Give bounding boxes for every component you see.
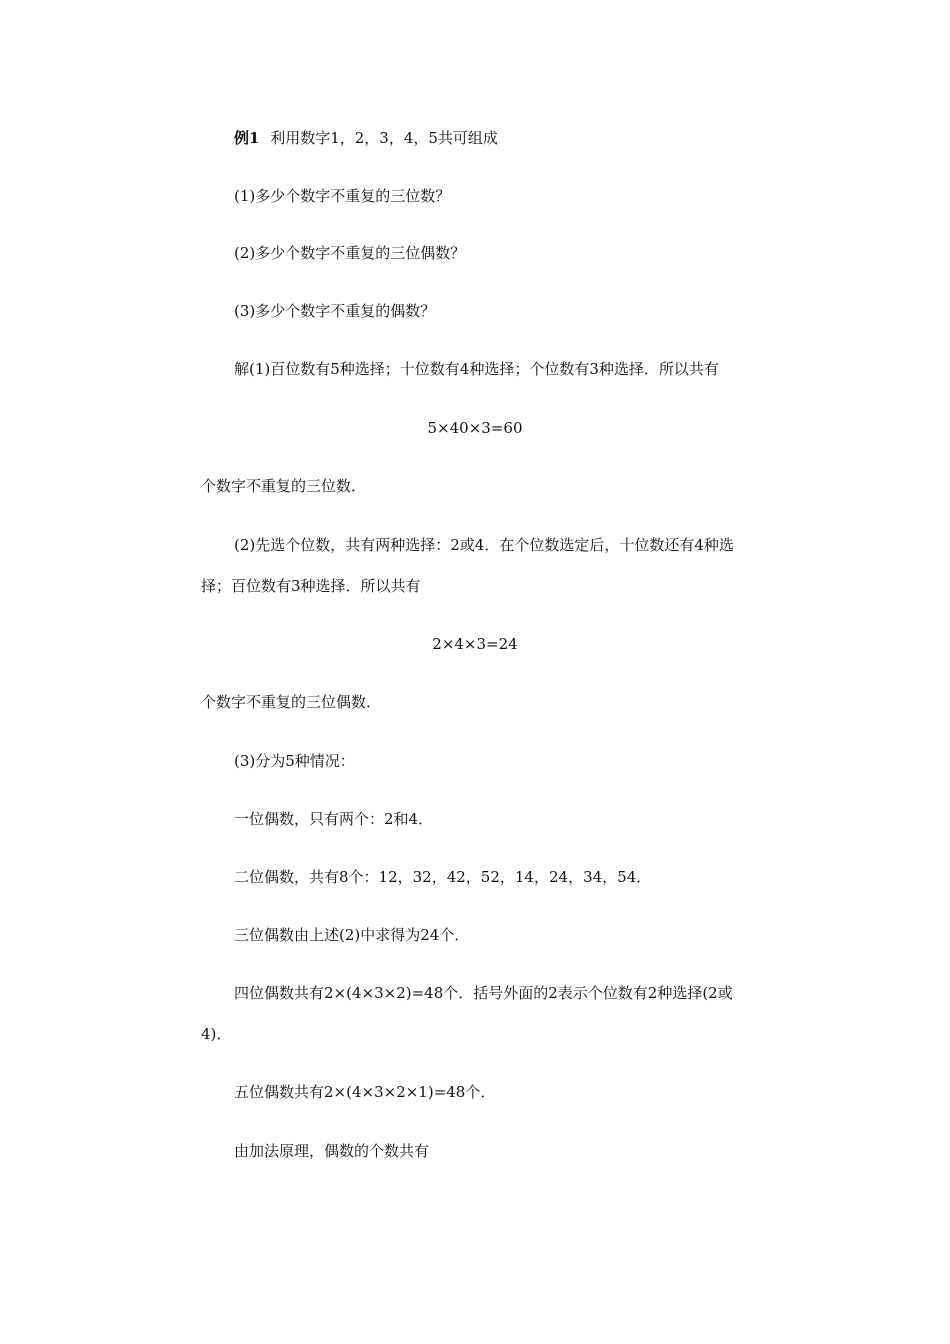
solution-2-conclusion: 个数字不重复的三位偶数． <box>201 693 382 711</box>
question-1: (1)多少个数字不重复的三位数？ <box>234 187 451 205</box>
example-title: 利用数字1，2，3，4，5共可组成 <box>270 129 498 147</box>
solution-1-intro: 解(1)百位数有5种选择；十位数有4种选择；个位数有3种选择．所以共有 <box>234 360 719 378</box>
example-label: 例1 <box>234 129 260 147</box>
solution-3-case-5: 五位偶数共有2×(4×3×2×1)=48个． <box>234 1083 496 1101</box>
solution-3-case-4-line2: 4)． <box>201 1025 232 1043</box>
solution-3-case-3: 三位偶数由上述(2)中求得为24个． <box>234 926 470 944</box>
solution-1-formula: 5×40×3=60 <box>427 419 523 437</box>
solution-3-case-1: 一位偶数，只有两个：2和4． <box>234 810 434 828</box>
solution-2-intro-line2: 择；百位数有3种选择．所以共有 <box>201 577 421 595</box>
solution-2-formula: 2×4×3=24 <box>432 635 518 653</box>
example-heading <box>234 128 498 148</box>
solution-3-case-2: 二位偶数，共有8个：12，32，42，52，14，24，34，54． <box>234 868 652 886</box>
solution-1-conclusion: 个数字不重复的三位数． <box>201 477 367 495</box>
solution-3-case-4-line1: 四位偶数共有2×(4×3×2)=48个．括号外面的2表示个位数有2种选择(2或 <box>234 984 733 1002</box>
solution-3-sum-intro: 由加法原理，偶数的个数共有 <box>234 1142 430 1160</box>
solution-3-intro: (3)分为5种情况： <box>234 752 355 770</box>
question-3: (3)多少个数字不重复的偶数？ <box>234 302 436 320</box>
solution-2-intro-line1: (2)先选个位数，共有两种选择：2或4．在个位数选定后，十位数还有4种选 <box>234 536 734 554</box>
question-2: (2)多少个数字不重复的三位偶数？ <box>234 244 466 262</box>
